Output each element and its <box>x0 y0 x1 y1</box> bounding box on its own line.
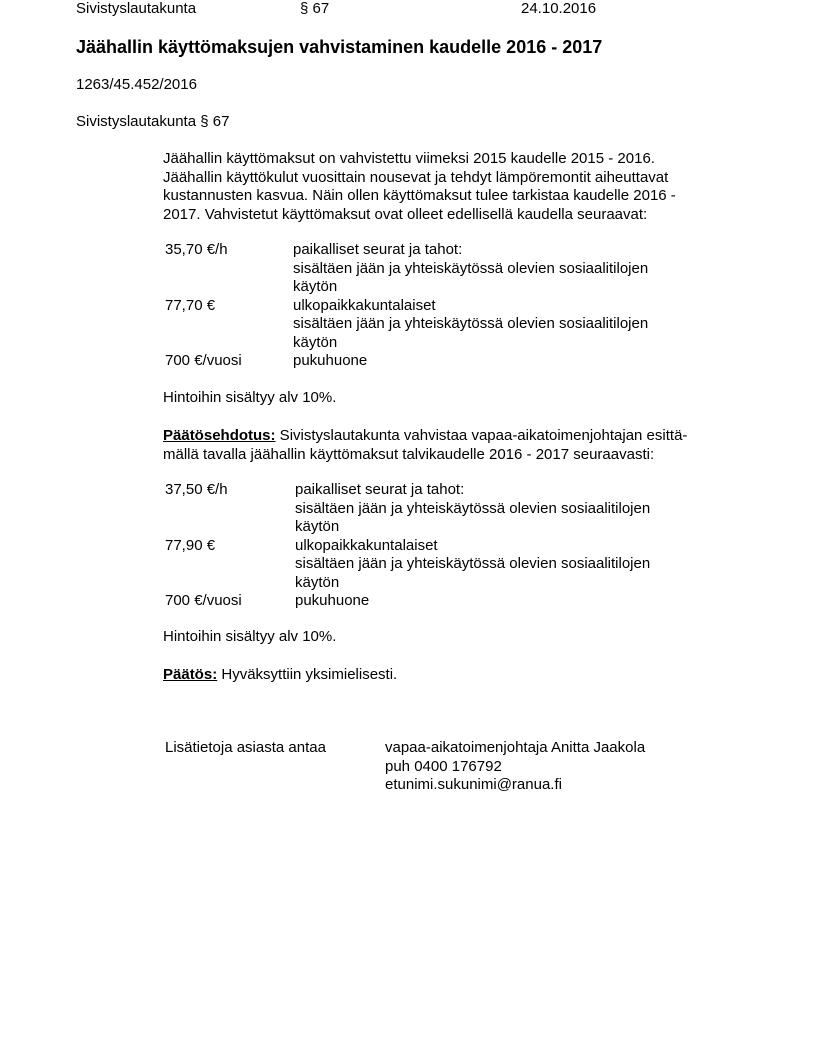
fee-price: 37,50 €/h <box>165 481 228 498</box>
vat-note: Hintoihin sisältyy alv 10%. <box>163 628 337 645</box>
fee-desc: käytön <box>293 278 338 295</box>
fee-desc: pukuhuone <box>293 352 368 369</box>
fee-desc: ulkopaikkakuntalaiset <box>295 536 438 554</box>
fee-desc: käytön <box>295 573 340 591</box>
contact-line: puh 0400 176792 <box>385 757 502 775</box>
board-section: Sivistyslautakunta § 67 <box>76 113 230 130</box>
fee-price: 700 €/vuosi <box>165 592 242 609</box>
proposal-line <box>163 427 687 445</box>
fee-desc: sisältäen jään ja yhteiskäytössä olevien sosiaalitilojen <box>295 499 651 517</box>
fee-desc: paikalliset seurat ja tahot: <box>293 241 463 258</box>
fee-price: 35,70 €/h <box>165 241 228 258</box>
proposal-line-2: mällä tavalla jäähallin käyttömaksut talvikaudelle 2016 - 2017 seuraavasti: <box>163 445 655 463</box>
fee-price: 77,90 € <box>165 536 216 554</box>
contact-line: vapaa-aikatoimenjohtaja Anitta Jaakola <box>385 739 646 756</box>
fee-desc: käytön <box>295 518 340 535</box>
proposal-label: Päätösehdotus: <box>163 427 276 444</box>
record-id: 1263/45.452/2016 <box>76 76 197 93</box>
decision-label: Päätös: <box>163 666 218 683</box>
fee-price: 700 €/vuosi <box>165 352 242 369</box>
fee-desc: sisältäen jään ja yhteiskäytössä olevien sosiaalitilojen <box>293 259 649 277</box>
fee-desc: paikalliset seurat ja tahot: <box>295 481 465 498</box>
fee-desc: sisältäen jään ja yhteiskäytössä olevien sosiaalitilojen <box>295 555 651 572</box>
header-board: Sivistyslautakunta <box>76 0 197 17</box>
decision-line <box>163 666 397 684</box>
decision-text: Hyväksyttiin yksimielisesti. <box>217 666 398 683</box>
contact-email: etunimi.sukunimi@ranua.fi <box>385 776 562 793</box>
fee-desc: sisältäen jään ja yhteiskäytössä olevien sosiaalitilojen <box>293 315 649 332</box>
intro-line: kustannusten kasvua. Näin ollen käyttömaksut tulee tarkistaa kaudelle 2016 - <box>163 187 676 204</box>
vat-note: Hintoihin sisältyy alv 10%. <box>163 389 337 406</box>
fee-price: 77,70 € <box>165 296 216 314</box>
header-date: 24.10.2016 <box>521 0 597 17</box>
intro-line: 2017. Vahvistetut käyttömaksut ovat olleet edellisellä kaudella seuraavat: <box>163 205 648 223</box>
page-title: Jäähallin käyttömaksujen vahvistaminen kaudelle 2016 - 2017 <box>76 37 603 57</box>
proposal-text: Sivistyslautakunta vahvistaa vapaa-aikatoimenjohtajan esittä- <box>275 427 688 444</box>
intro-line: Jäähallin käyttömaksut on vahvistettu viimeksi 2015 kaudelle 2015 - 2016. <box>163 150 655 167</box>
fee-desc: käytön <box>293 333 338 351</box>
contact-label: Lisätietoja asiasta antaa <box>165 739 326 756</box>
fee-desc: pukuhuone <box>295 592 370 609</box>
header-section: § 67 <box>300 0 330 17</box>
intro-line: Jäähallin käyttökulut vuosittain nousevat ja tehdyt lämpöremontit aiheuttavat <box>163 168 669 186</box>
fee-desc: ulkopaikkakuntalaiset <box>293 296 436 314</box>
